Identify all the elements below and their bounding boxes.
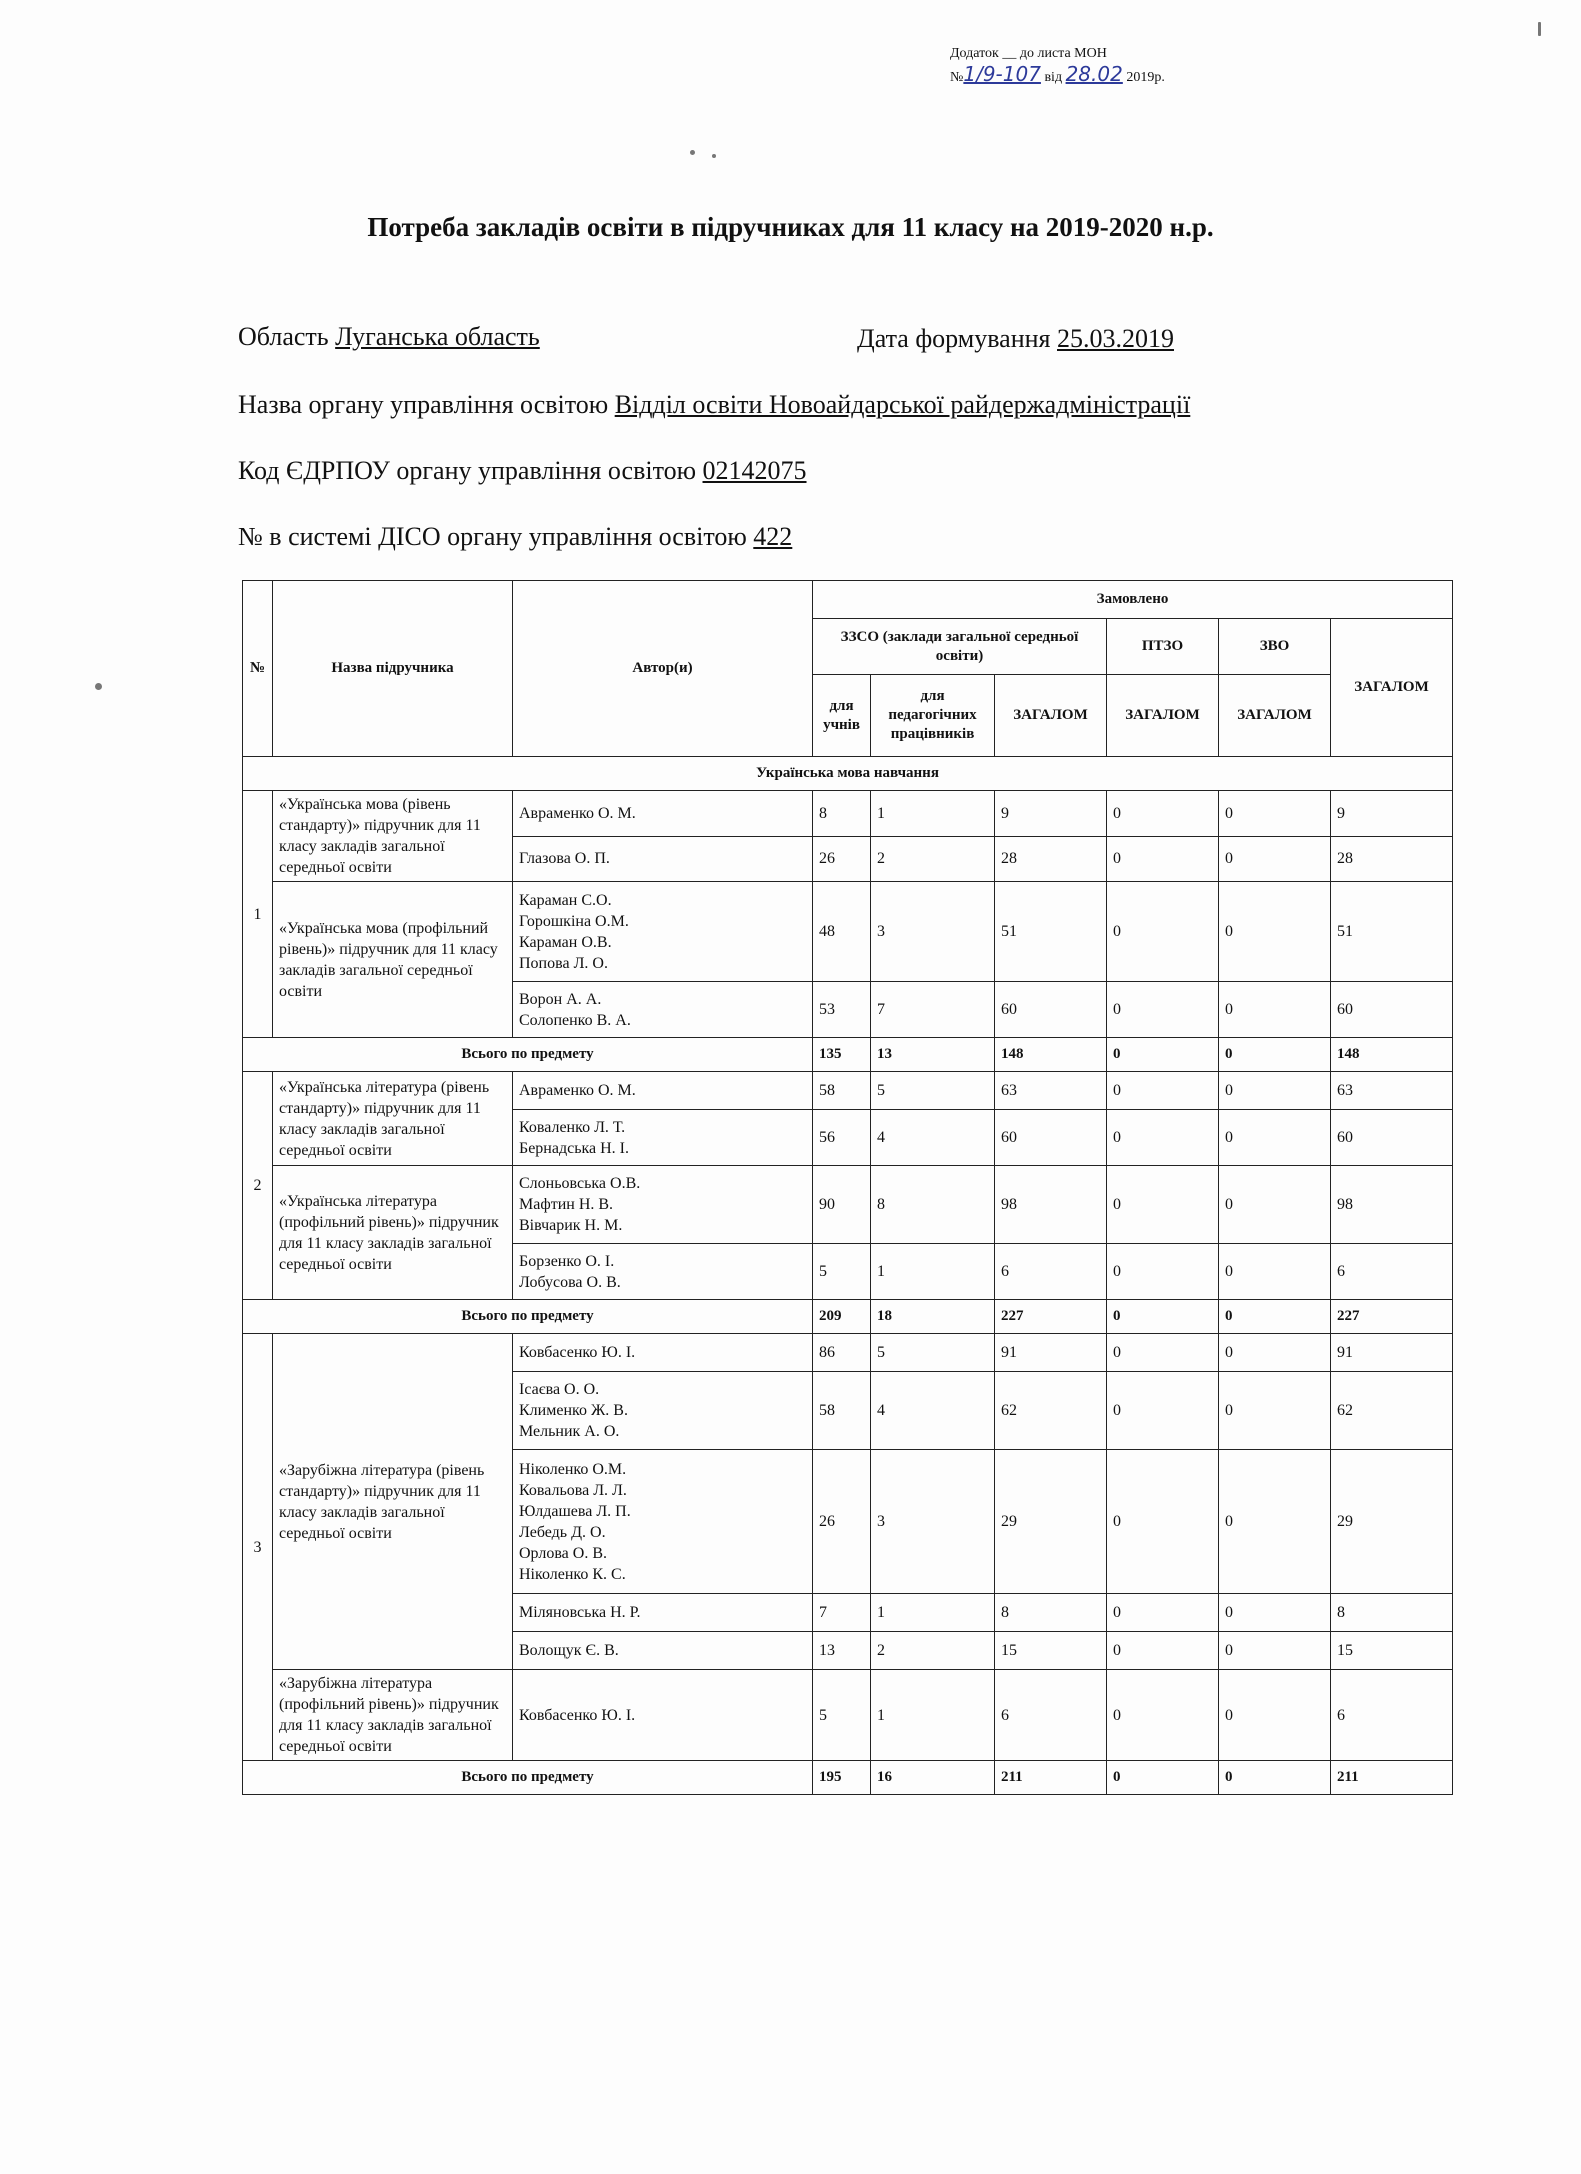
header-zvo: ЗВО [1219, 619, 1331, 675]
org-value: Відділ освіти Новоайдарської райдержадміністрації [614, 390, 1191, 419]
book-name: «Зарубіжна література (профільний рівень)» підручник для 11 класу закладів загальної середньої освіти [273, 1670, 513, 1761]
header-ptzo: ПТЗО [1107, 619, 1219, 675]
diso-value: 422 [753, 522, 793, 551]
zzso-total: 63 [995, 1072, 1107, 1110]
author-cell: Борзенко О. І. Лобусова О. В. [513, 1244, 813, 1300]
book-name: «Українська мова (профільний рівень)» підручник для 11 класу закладів загальної середньої освіти [273, 882, 513, 1038]
row-number: 1 [243, 791, 273, 1038]
diso-line: № в системі ДІСО органу управління освітою 422 [238, 522, 793, 551]
header-teachers: для педагогічних працівників [871, 675, 995, 757]
teachers-count: 4 [871, 1110, 995, 1166]
stamp-number: 1/9-107 [963, 62, 1041, 86]
zvo-total: 0 [1219, 1670, 1331, 1761]
scan-speck [95, 683, 102, 690]
zzso-total: 60 [995, 1110, 1107, 1166]
students-count: 90 [813, 1166, 871, 1244]
zvo-total: 0 [1219, 1166, 1331, 1244]
table-row [243, 1670, 1453, 1761]
grand-total: 60 [1331, 982, 1453, 1038]
students-count: 53 [813, 982, 871, 1038]
grand-total: 6 [1331, 1244, 1453, 1300]
subject-total-label: Всього по предмету [243, 1761, 813, 1795]
zzso-total: 62 [995, 1372, 1107, 1450]
teachers-count: 3 [871, 882, 995, 982]
total-teachers: 18 [871, 1300, 995, 1334]
total-zvo: 0 [1219, 1038, 1331, 1072]
scan-speck [1538, 22, 1541, 36]
total-grand: 148 [1331, 1038, 1453, 1072]
ptzo-total: 0 [1107, 1334, 1219, 1372]
author-cell: Ковбасенко Ю. І. [513, 1670, 813, 1761]
table-row [243, 1072, 1453, 1110]
total-zvo: 0 [1219, 1761, 1331, 1795]
subject-total-label: Всього по предмету [243, 1038, 813, 1072]
author-cell: Ніколенко О.М. Ковальова Л. Л. Юлдашева Л. П. Лебедь Д. О. Орлова О. В. Ніколенко К. С. [513, 1450, 813, 1594]
students-count: 26 [813, 1450, 871, 1594]
zvo-total: 0 [1219, 1110, 1331, 1166]
ptzo-total: 0 [1107, 1166, 1219, 1244]
book-name: «Українська мова (рівень стандарту)» підручник для 11 класу закладів загальної середньої освіти [273, 791, 513, 882]
total-zvo: 0 [1219, 1300, 1331, 1334]
author-cell: Авраменко О. М. [513, 1072, 813, 1110]
region-line: Область Луганська область [238, 322, 540, 351]
scan-speck [712, 154, 716, 158]
zzso-total: 28 [995, 836, 1107, 882]
total-grand: 227 [1331, 1300, 1453, 1334]
zzso-total: 15 [995, 1632, 1107, 1670]
students-count: 8 [813, 791, 871, 837]
zvo-total: 0 [1219, 1450, 1331, 1594]
teachers-count: 4 [871, 1372, 995, 1450]
total-zzso: 227 [995, 1300, 1107, 1334]
author-cell: Міляновська Н. Р. [513, 1594, 813, 1632]
zvo-total: 0 [1219, 1244, 1331, 1300]
region-value: Луганська область [335, 322, 540, 351]
row-number: 3 [243, 1334, 273, 1761]
zvo-total: 0 [1219, 882, 1331, 982]
students-count: 5 [813, 1670, 871, 1761]
total-teachers: 13 [871, 1038, 995, 1072]
header-authors: Автор(и) [513, 581, 813, 757]
students-count: 7 [813, 1594, 871, 1632]
zvo-total: 0 [1219, 1594, 1331, 1632]
header-students: для учнів [813, 675, 871, 757]
students-count: 5 [813, 1244, 871, 1300]
zvo-total: 0 [1219, 1072, 1331, 1110]
subject-total-row [243, 1300, 1453, 1334]
teachers-count: 5 [871, 1072, 995, 1110]
ptzo-total: 0 [1107, 1670, 1219, 1761]
teachers-count: 2 [871, 836, 995, 882]
grand-total: 28 [1331, 836, 1453, 882]
attachment-stamp [950, 44, 1165, 88]
students-count: 13 [813, 1632, 871, 1670]
book-name: «Зарубіжна література (рівень стандарту)» підручник для 11 класу закладів загальної середньої освіти [273, 1334, 513, 1670]
author-cell: Глазова О. П. [513, 836, 813, 882]
teachers-count: 1 [871, 1594, 995, 1632]
table-row [243, 791, 1453, 837]
zzso-total: 51 [995, 882, 1107, 982]
stamp-line2: №1/9-107 від 28.02 2019р. [950, 62, 1165, 86]
author-cell: Коваленко Л. Т. Бернадська Н. І. [513, 1110, 813, 1166]
students-count: 58 [813, 1072, 871, 1110]
subject-total-row [243, 1761, 1453, 1795]
ptzo-total: 0 [1107, 1244, 1219, 1300]
author-cell: Караман С.О. Горошкіна О.М. Караман О.В. Попова Л. О. [513, 882, 813, 982]
total-students: 209 [813, 1300, 871, 1334]
table-row [243, 1166, 1453, 1244]
ptzo-total: 0 [1107, 1450, 1219, 1594]
header-zzso: ЗЗСО (заклади загальної середньої освіти) [813, 619, 1107, 675]
header-grand-total: ЗАГАЛОМ [1331, 619, 1453, 757]
header-ordered: Замовлено [813, 581, 1453, 619]
zvo-total: 0 [1219, 1632, 1331, 1670]
scan-speck [690, 150, 695, 155]
section-heading: Українська мова навчання [243, 757, 1453, 791]
author-cell: Ворон А. А. Солопенко В. А. [513, 982, 813, 1038]
teachers-count: 8 [871, 1166, 995, 1244]
total-grand: 211 [1331, 1761, 1453, 1795]
edrpou-line: Код ЄДРПОУ органу управління освітою 02142075 [238, 456, 807, 485]
date-value: 25.03.2019 [1057, 324, 1174, 353]
students-count: 26 [813, 836, 871, 882]
grand-total: 8 [1331, 1594, 1453, 1632]
ptzo-total: 0 [1107, 1110, 1219, 1166]
author-cell: Слоньовська О.В. Мафтин Н. В. Вівчарик Н. М. [513, 1166, 813, 1244]
total-ptzo: 0 [1107, 1300, 1219, 1334]
ptzo-total: 0 [1107, 1594, 1219, 1632]
table-row [243, 882, 1453, 982]
ptzo-total: 0 [1107, 836, 1219, 882]
book-name: «Українська література (рівень стандарту)» підручник для 11 класу закладів загальної середньої освіти [273, 1072, 513, 1166]
org-line: Назва органу управління освітою Відділ освіти Новоайдарської райдержадміністрації [238, 390, 1191, 419]
total-zzso: 211 [995, 1761, 1107, 1795]
zvo-total: 0 [1219, 982, 1331, 1038]
ptzo-total: 0 [1107, 1632, 1219, 1670]
author-cell: Волощук Є. В. [513, 1632, 813, 1670]
teachers-count: 1 [871, 791, 995, 837]
header-book-name: Назва підручника [273, 581, 513, 757]
table-row [243, 1334, 1453, 1372]
grand-total: 98 [1331, 1166, 1453, 1244]
total-students: 195 [813, 1761, 871, 1795]
teachers-count: 7 [871, 982, 995, 1038]
zzso-total: 6 [995, 1670, 1107, 1761]
page-title: Потреба закладів освіти в підручниках для 11 класу на 2019-2020 н.р. [367, 212, 1214, 242]
grand-total: 60 [1331, 1110, 1453, 1166]
zvo-total: 0 [1219, 791, 1331, 837]
teachers-count: 5 [871, 1334, 995, 1372]
ptzo-total: 0 [1107, 882, 1219, 982]
grand-total: 51 [1331, 882, 1453, 982]
author-cell: Ісаєва О. О. Клименко Ж. В. Мельник А. О. [513, 1372, 813, 1450]
grand-total: 29 [1331, 1450, 1453, 1594]
teachers-count: 1 [871, 1670, 995, 1761]
teachers-count: 3 [871, 1450, 995, 1594]
zzso-total: 29 [995, 1450, 1107, 1594]
header-number: № [243, 581, 273, 757]
students-count: 56 [813, 1110, 871, 1166]
header-zzso-total: ЗАГАЛОМ [995, 675, 1107, 757]
grand-total: 9 [1331, 791, 1453, 837]
grand-total: 63 [1331, 1072, 1453, 1110]
total-ptzo: 0 [1107, 1038, 1219, 1072]
total-zzso: 148 [995, 1038, 1107, 1072]
book-name: «Українська література (профільний рівень)» підручник для 11 класу закладів загальної середньої освіти [273, 1166, 513, 1300]
zzso-total: 8 [995, 1594, 1107, 1632]
row-number: 2 [243, 1072, 273, 1300]
zzso-total: 91 [995, 1334, 1107, 1372]
author-cell: Ковбасенко Ю. І. [513, 1334, 813, 1372]
stamp-line1: Додаток __ до листа МОН [950, 46, 1107, 61]
ptzo-total: 0 [1107, 1372, 1219, 1450]
grand-total: 6 [1331, 1670, 1453, 1761]
grand-total: 91 [1331, 1334, 1453, 1372]
textbook-order-table [242, 580, 1453, 1795]
ptzo-total: 0 [1107, 791, 1219, 837]
students-count: 58 [813, 1372, 871, 1450]
author-cell: Авраменко О. М. [513, 791, 813, 837]
zzso-total: 6 [995, 1244, 1107, 1300]
header-zvo-total: ЗАГАЛОМ [1219, 675, 1331, 757]
total-teachers: 16 [871, 1761, 995, 1795]
teachers-count: 2 [871, 1632, 995, 1670]
zvo-total: 0 [1219, 1334, 1331, 1372]
zzso-total: 98 [995, 1166, 1107, 1244]
zvo-total: 0 [1219, 1372, 1331, 1450]
students-count: 86 [813, 1334, 871, 1372]
students-count: 48 [813, 882, 871, 982]
stamp-date: 28.02 [1065, 62, 1123, 86]
subject-total-row [243, 1038, 1453, 1072]
subject-total-label: Всього по предмету [243, 1300, 813, 1334]
zzso-total: 9 [995, 791, 1107, 837]
grand-total: 62 [1331, 1372, 1453, 1450]
header-ptzo-total: ЗАГАЛОМ [1107, 675, 1219, 757]
zvo-total: 0 [1219, 836, 1331, 882]
grand-total: 15 [1331, 1632, 1453, 1670]
total-students: 135 [813, 1038, 871, 1072]
date-line: Дата формування 25.03.2019 [857, 324, 1174, 353]
edrpou-value: 02142075 [702, 456, 807, 485]
total-ptzo: 0 [1107, 1761, 1219, 1795]
teachers-count: 1 [871, 1244, 995, 1300]
ptzo-total: 0 [1107, 1072, 1219, 1110]
ptzo-total: 0 [1107, 982, 1219, 1038]
zzso-total: 60 [995, 982, 1107, 1038]
